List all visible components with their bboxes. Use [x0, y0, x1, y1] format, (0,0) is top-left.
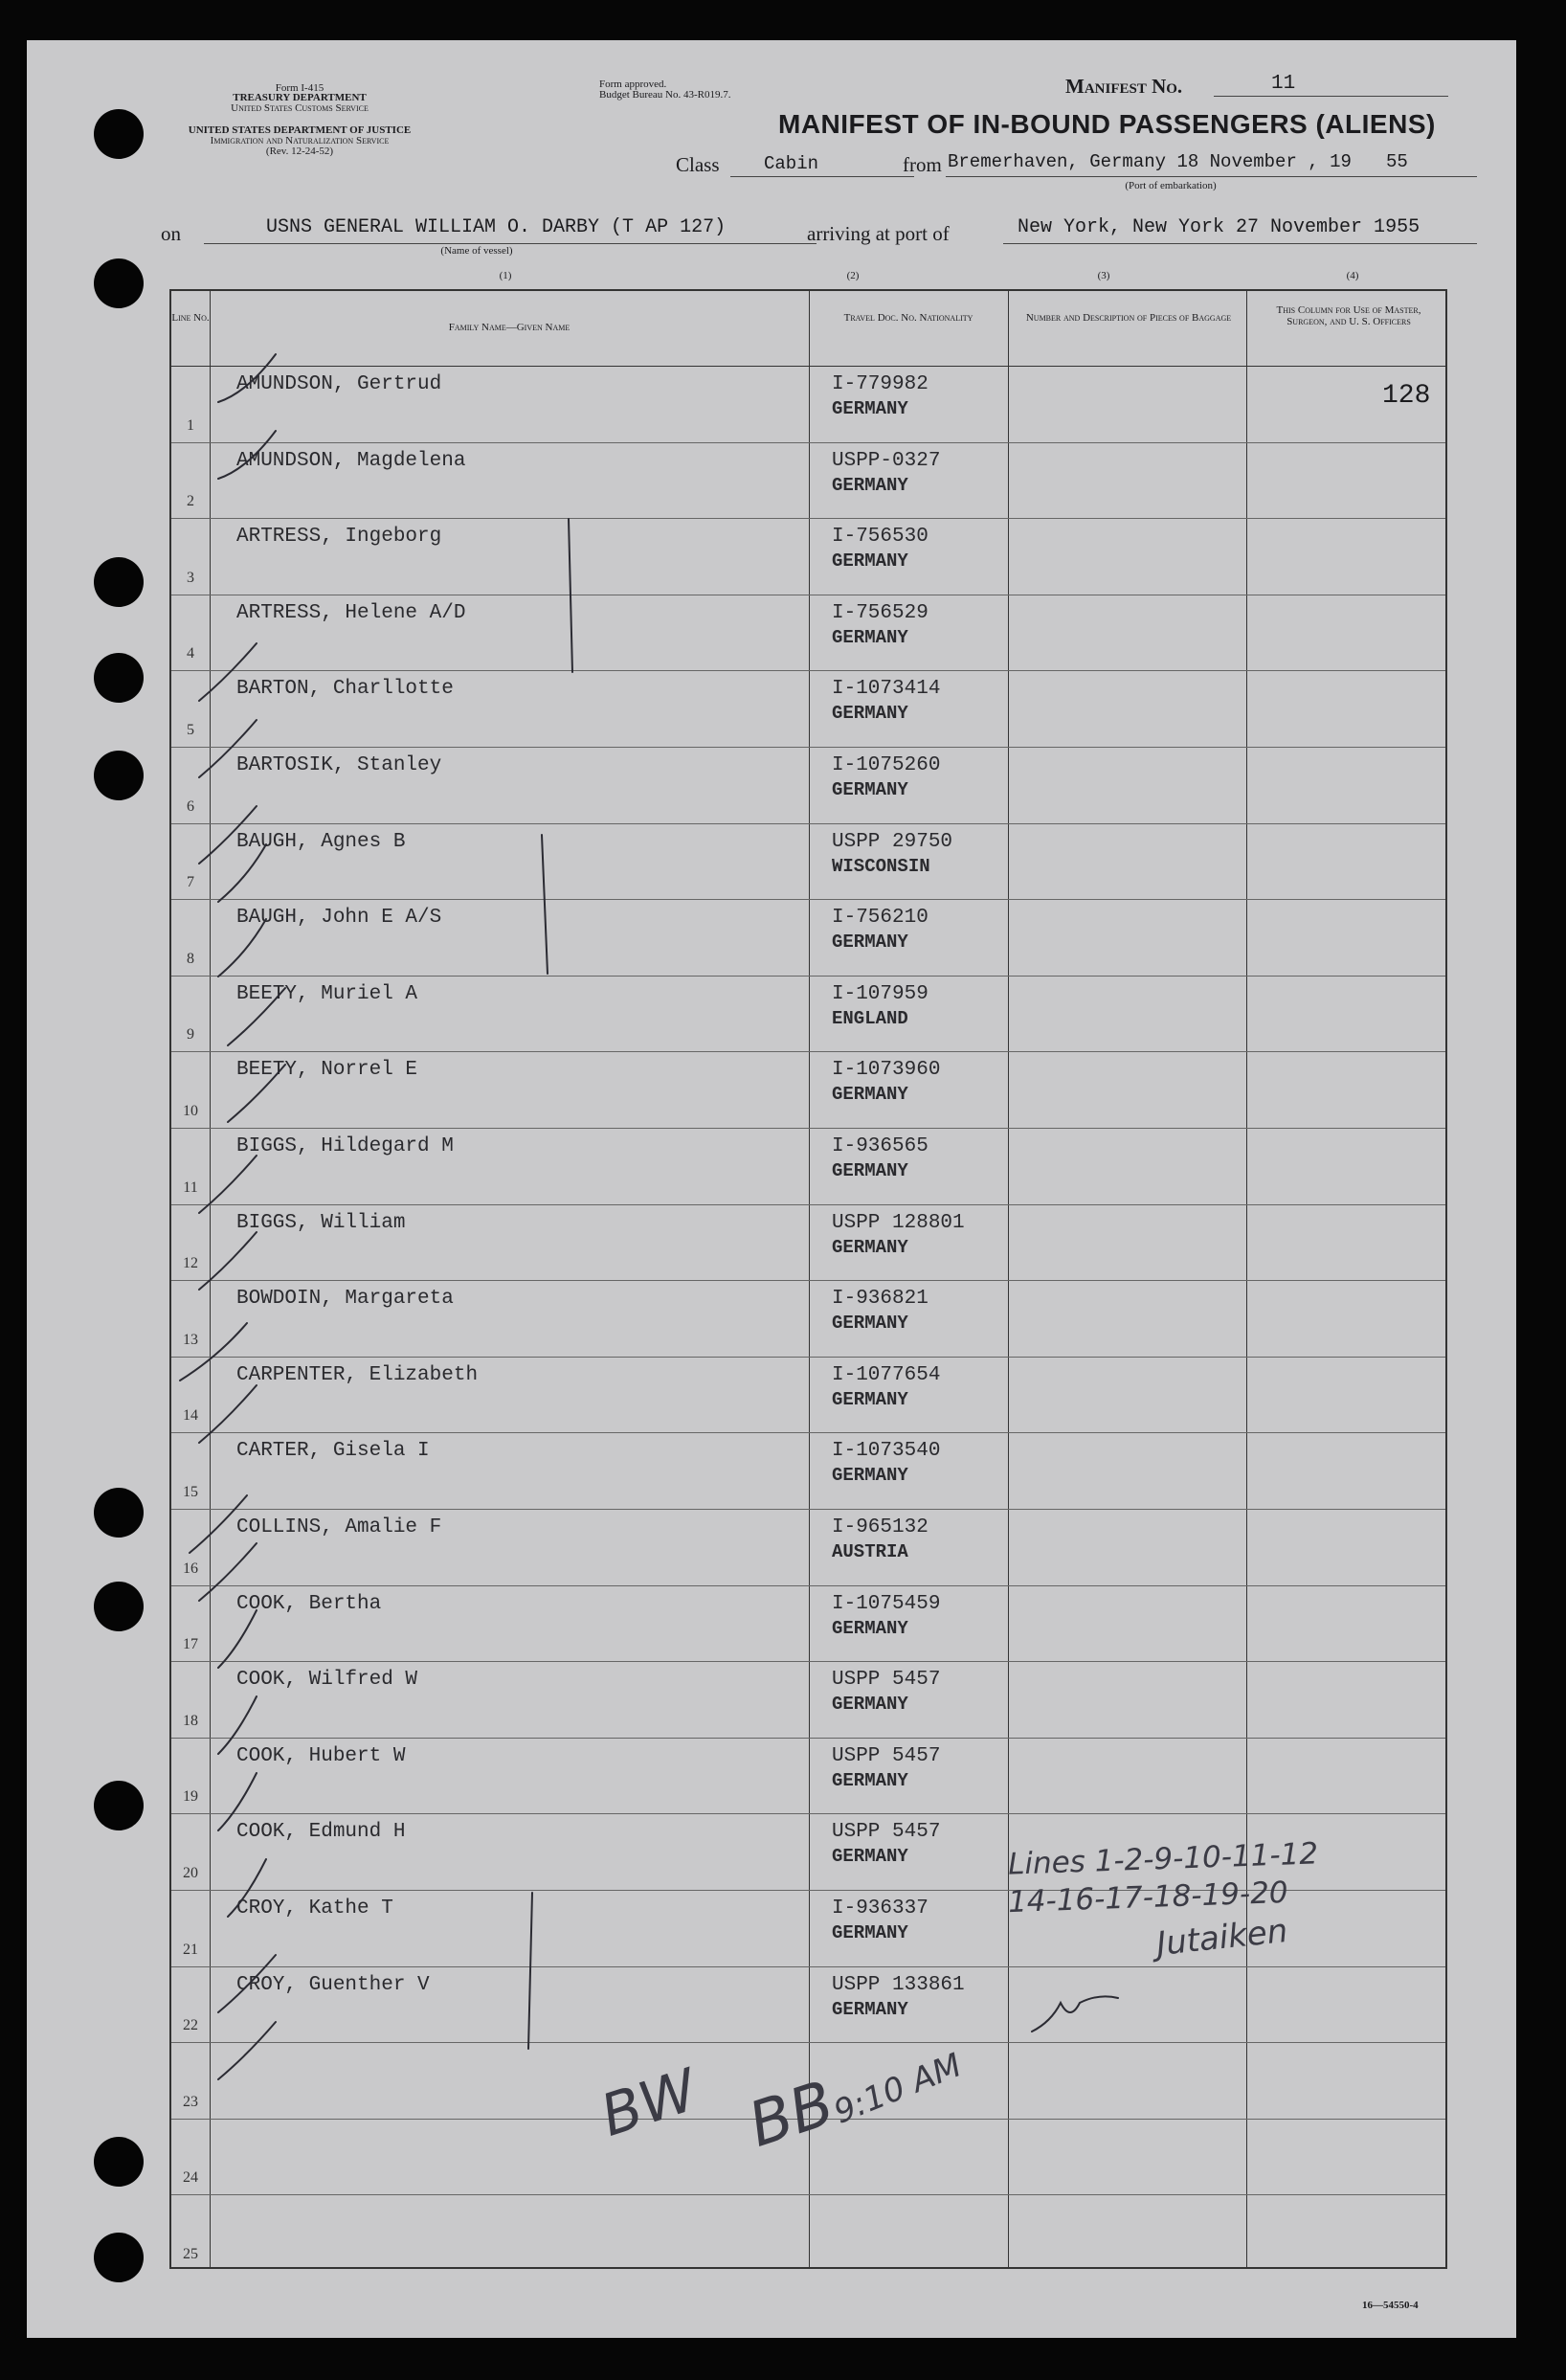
- row-line-number: 5: [187, 722, 194, 738]
- row-line-number: 23: [183, 2093, 198, 2110]
- header-name: Family Name—Given Name: [448, 322, 570, 333]
- customs-service: United States Customs Service: [231, 102, 369, 114]
- nationality: ENGLAND: [832, 1007, 908, 1029]
- travel-doc: I-756530: [832, 526, 928, 549]
- column-number: (4): [1346, 270, 1359, 281]
- passenger-name: ARTRESS, Ingeborg: [236, 526, 442, 549]
- row-line-number: 4: [187, 645, 194, 662]
- travel-doc: I-965132: [832, 1516, 928, 1538]
- nationality: GERMANY: [832, 1922, 908, 1943]
- passenger-name: BIGGS, Hildegard M: [236, 1135, 454, 1157]
- passenger-name: BEETY, Muriel A: [236, 982, 418, 1005]
- passenger-name: BAUGH, Agnes B: [236, 830, 406, 853]
- manifest-sheet: [27, 40, 1516, 2338]
- passenger-name: COOK, Edmund H: [236, 1821, 406, 1844]
- passenger-name: BEETY, Norrel E: [236, 1059, 418, 1082]
- nationality: GERMANY: [832, 1388, 908, 1410]
- travel-doc: I-1073960: [832, 1059, 941, 1082]
- treasury-dept: TREASURY DEPARTMENT: [233, 92, 367, 103]
- nationality: GERMANY: [832, 1617, 908, 1639]
- row-line-number: 3: [187, 569, 194, 586]
- port-embarkation-note: (Port of embarkation): [1125, 180, 1217, 191]
- nationality: GERMANY: [832, 398, 908, 419]
- travel-doc: USPP 5457: [832, 1669, 941, 1692]
- from-label: from: [903, 153, 942, 176]
- justice-dept: UNITED STATES DEPARTMENT OF JUSTICE: [188, 124, 412, 136]
- travel-doc: USPP 5457: [832, 1821, 941, 1844]
- manifest-title: MANIFEST OF IN-BOUND PASSENGERS (ALIENS): [778, 109, 1436, 139]
- class-value: Cabin: [764, 153, 819, 174]
- travel-doc: I-779982: [832, 373, 928, 395]
- column-number: (3): [1097, 270, 1110, 281]
- row-line-number: 18: [183, 1712, 198, 1729]
- passenger-name: BOWDOIN, Margareta: [236, 1288, 454, 1311]
- nationality: GERMANY: [832, 1694, 908, 1716]
- row-line-number: 7: [187, 874, 194, 891]
- passenger-name: AMUNDSON, Gertrud: [236, 373, 442, 395]
- nationality: GERMANY: [832, 932, 908, 954]
- travel-doc: I-756210: [832, 907, 928, 930]
- row-line-number: 9: [187, 1026, 194, 1044]
- nationality: GERMANY: [832, 1769, 908, 1791]
- row-line-number: 25: [183, 2246, 198, 2262]
- budget-bureau: Budget Bureau No. 43-R019.7.: [599, 89, 731, 101]
- handwritten-signature: Jutaiken: [1154, 1911, 1290, 1965]
- header-travel-doc: Travel Doc. No. Nationality: [843, 312, 973, 324]
- row-line-number: 17: [183, 1636, 198, 1653]
- passenger-name: BAUGH, John E A/S: [236, 907, 442, 930]
- travel-doc: USPP 5457: [832, 1744, 941, 1767]
- row-line-number: 24: [183, 2169, 198, 2187]
- nationality: GERMANY: [832, 1236, 908, 1258]
- handwritten-time: 9:10 AM: [828, 2046, 968, 2132]
- passenger-name: COLLINS, Amalie F: [236, 1516, 442, 1538]
- header-baggage: Number and Description of Pieces of Baggage: [1025, 312, 1232, 324]
- travel-doc: I-1077654: [832, 1363, 941, 1386]
- nationality: WISCONSIN: [832, 855, 930, 877]
- passenger-name: BIGGS, William: [236, 1211, 406, 1234]
- form-revision: (Rev. 12-24-52): [265, 146, 334, 157]
- row-line-number: 2: [187, 493, 194, 510]
- arriving-label: arriving at port of: [807, 222, 950, 245]
- travel-doc: I-1075459: [832, 1592, 941, 1615]
- nationality: GERMANY: [832, 1084, 908, 1106]
- passenger-name: ARTRESS, Helene A/D: [236, 601, 466, 624]
- nationality: GERMANY: [832, 550, 908, 573]
- nationality: GERMANY: [832, 1998, 908, 2020]
- passenger-name: COOK, Bertha: [236, 1592, 382, 1615]
- column-number: (2): [846, 270, 860, 281]
- vessel-name: USNS GENERAL WILLIAM O. DARBY (T AP 127): [266, 216, 727, 238]
- form-approved: Form approved.: [599, 79, 667, 90]
- passenger-name: CARPENTER, Elizabeth: [236, 1363, 479, 1386]
- nationality: GERMANY: [832, 779, 908, 800]
- row-line-number: 11: [183, 1179, 198, 1196]
- handwritten-initials: BW: [593, 2056, 705, 2150]
- row-line-number: 21: [183, 1941, 198, 1958]
- travel-doc: I-936565: [832, 1135, 928, 1157]
- travel-doc: USPP 128801: [832, 1211, 965, 1234]
- check-marks: [27, 40, 1516, 2338]
- handwritten-note: Lines 1-2-9-10-11-12: [1007, 1836, 1319, 1882]
- travel-doc: USPP 29750: [832, 830, 953, 853]
- handwritten-note: 14-16-17-18-19-20: [1007, 1875, 1289, 1920]
- passenger-name: BARTON, Charllotte: [236, 678, 454, 701]
- row-line-number: 6: [187, 797, 194, 815]
- travel-doc: I-1073540: [832, 1440, 941, 1463]
- nationality: GERMANY: [832, 626, 908, 648]
- nationality: GERMANY: [832, 1465, 908, 1487]
- ins-service: Immigration and Naturalization Service: [210, 135, 390, 146]
- nationality: GERMANY: [832, 703, 908, 725]
- header-officers: This Column for Use of Master, Surgeon, and U. S. Officers: [1276, 304, 1421, 327]
- row-line-number: 19: [183, 1788, 198, 1806]
- row-line-number: 22: [183, 2017, 198, 2034]
- on-label: on: [161, 222, 181, 245]
- column-number: (1): [499, 270, 512, 281]
- passenger-name: AMUNDSON, Magdelena: [236, 449, 466, 472]
- travel-doc: I-1075260: [832, 754, 941, 776]
- class-label: Class: [676, 153, 720, 176]
- nationality: GERMANY: [832, 1313, 908, 1335]
- passenger-name: CARTER, Gisela I: [236, 1440, 430, 1463]
- nationality: AUSTRIA: [832, 1541, 908, 1562]
- from-year: 55: [1386, 151, 1408, 172]
- travel-doc: I-936337: [832, 1897, 928, 1920]
- handwritten-initials: BB: [740, 2068, 843, 2162]
- header-line-no: Line No.: [171, 312, 210, 324]
- from-value: Bremerhaven, Germany 18 November , 19: [948, 151, 1352, 172]
- row-line-number: 12: [183, 1255, 198, 1272]
- nationality: GERMANY: [832, 474, 908, 496]
- row-line-number: 16: [183, 1560, 198, 1577]
- travel-doc: I-756529: [832, 601, 928, 624]
- nationality: GERMANY: [832, 1846, 908, 1868]
- passenger-name: COOK, Hubert W: [236, 1744, 406, 1767]
- passenger-name: COOK, Wilfred W: [236, 1669, 418, 1692]
- row-line-number: 10: [183, 1103, 198, 1119]
- arrival-value: New York, New York 27 November 1955: [1018, 216, 1421, 238]
- row-line-number: 8: [187, 950, 194, 967]
- row-line-number: 1: [187, 416, 194, 434]
- manifest-number: 11: [1271, 73, 1296, 95]
- travel-doc: I-107959: [832, 982, 928, 1005]
- manifest-label: Manifest No.: [1065, 75, 1183, 98]
- travel-doc: I-936821: [832, 1288, 928, 1311]
- vessel-note: (Name of vessel): [440, 245, 513, 257]
- passenger-name: CROY, Kathe T: [236, 1897, 393, 1920]
- row-line-number: 15: [183, 1484, 198, 1500]
- row-line-number: 13: [183, 1331, 198, 1348]
- travel-doc: I-1073414: [832, 678, 941, 701]
- form-number: Form I-415: [275, 82, 324, 94]
- officer-note: 128: [1382, 381, 1431, 411]
- passenger-name: CROY, Guenther V: [236, 1973, 430, 1996]
- travel-doc: USPP 133861: [832, 1973, 965, 1996]
- row-line-number: 20: [183, 1865, 198, 1881]
- footer-code: 16—54550-4: [1362, 2300, 1419, 2311]
- travel-doc: USPP-0327: [832, 449, 941, 472]
- row-line-number: 14: [183, 1407, 198, 1425]
- nationality: GERMANY: [832, 1160, 908, 1181]
- passenger-name: BARTOSIK, Stanley: [236, 754, 442, 776]
